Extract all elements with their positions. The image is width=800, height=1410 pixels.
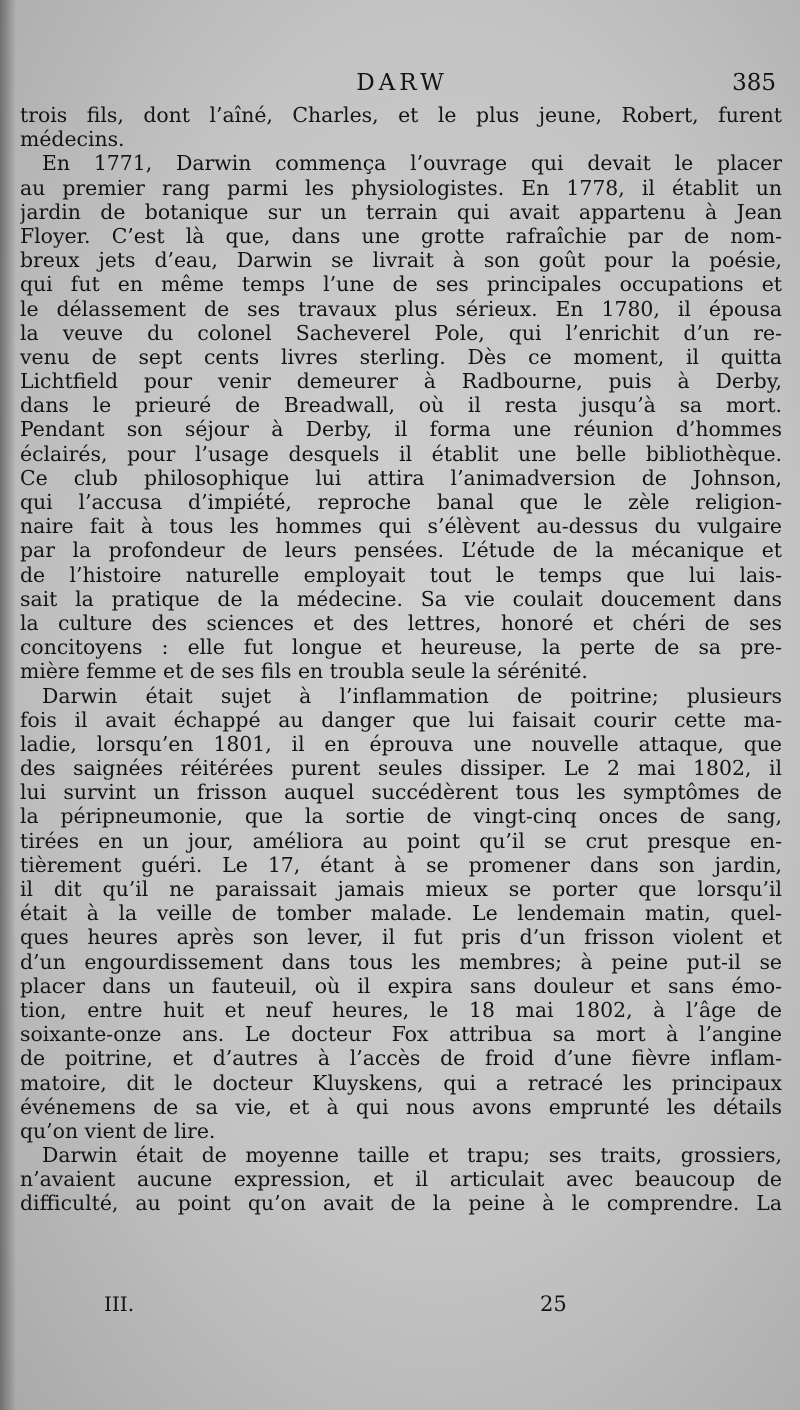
text-line: concitoyens : elle fut longue et heureuse, la perte de sa pre- <box>20 635 782 660</box>
text-line: breux jets d’eau, Darwin se livrait à son goût pour la poésie, <box>20 248 782 273</box>
text-line: Ce club philosophique lui attira l’animadversion de Johnson, <box>20 465 782 490</box>
binding-shadow <box>0 0 16 1410</box>
text-line: d’un engourdissement dans tous les membres; à peine put-il se <box>20 949 782 974</box>
text-line: venu de sept cents livres sterling. Dès ce moment, il quitta <box>20 344 782 369</box>
text-line: Darwin était de moyenne taille et trapu; ses traits, grossiers, <box>42 1143 782 1168</box>
signature-mark: 25 <box>540 1292 567 1316</box>
text-line: tièrement guéri. Le 17, étant à se promener dans son jardin, <box>20 852 782 877</box>
text-line: tirées en un jour, améliora au point qu’il se crut presque en- <box>20 828 782 853</box>
text-line: qui l’accusa d’impiété, reproche banal que le zèle religion- <box>20 490 782 514</box>
text-line: difficulté, au point qu’on avait de la peine à le comprendre. La <box>20 1191 782 1216</box>
text-line: n’avaient aucune expression, et il articulait avec beaucoup de <box>20 1167 782 1192</box>
text-line: En 1771, Darwin commença l’ouvrage qui devait le placer <box>42 151 782 176</box>
text-line: ladie, lorsqu’en 1801, il en éprouva une nouvelle attaque, que <box>20 731 782 756</box>
text-line: sait la pratique de la médecine. Sa vie coulait doucement dans <box>20 586 782 611</box>
text-line: par la profondeur de leurs pensées. L’étude de la mécanique et <box>20 538 782 563</box>
text-line: ques heures après son lever, il fut pris d’un frisson violent et <box>20 925 782 950</box>
text-line: il dit qu’il ne paraissait jamais mieux se porter que lorsqu’il <box>20 877 782 901</box>
text-line: tion, entre huit et neuf heures, le 18 mai 1802, à l’âge de <box>20 997 782 1022</box>
text-line: événemens de sa vie, et à qui nous avons emprunté les détails <box>20 1094 782 1119</box>
text-line: placer dans un fauteuil, où il expira sans douleur et sans émo- <box>20 973 782 998</box>
text-line: Pendant son séjour à Derby, il forma une réunion d’hommes <box>20 417 782 442</box>
text-line: soixante-onze ans. Le docteur Fox attribua sa mort à l’angine <box>20 1022 782 1047</box>
text-line: Lichtfield pour venir demeurer à Radbourne, puis à Derby, <box>20 369 782 394</box>
text-line: qui fut en même temps l’une de ses principales occupations et <box>20 272 782 297</box>
page-number: 385 <box>732 70 776 96</box>
text-line: la veuve du colonel Sacheverel Pole, qui l’enrichit d’un re- <box>20 320 782 345</box>
text-line: jardin de botanique sur un terrain qui avait appartenu à Jean <box>20 199 782 224</box>
text-line: mière femme et de ses fils en troubla seule la sérénité. <box>20 659 588 684</box>
page-footer <box>22 1292 782 1322</box>
text-line: le délassement de ses travaux plus sérieux. En 1780, il épousa <box>20 296 782 321</box>
text-line: fois il avait échappé au danger que lui faisait courir cette ma- <box>20 707 782 732</box>
text-line: lui survint un frisson auquel succédèrent tous les symptômes de <box>20 780 782 805</box>
text-line: médecins. <box>20 127 125 152</box>
text-line: trois fils, dont l’aîné, Charles, et le plus jeune, Robert, furent <box>20 103 782 127</box>
text-line: matoire, dit le docteur Kluyskens, qui a retracé les principaux <box>20 1070 782 1095</box>
text-line: au premier rang parmi les physiologistes. En 1778, il établit un <box>20 175 782 200</box>
text-line: de poitrine, et d’autres à l’accès de froid d’une fièvre inflam- <box>20 1046 782 1071</box>
volume-number: III. <box>104 1292 135 1316</box>
text-line: Floyer. C’est là que, dans une grotte rafraîchie par de nom- <box>20 223 782 248</box>
body-text <box>20 103 782 1216</box>
text-line: naire fait à tous les hommes qui s’élèvent au-dessus du vulgaire <box>20 514 782 539</box>
running-head <box>22 70 782 102</box>
text-line: qu’on vient de lire. <box>20 1118 216 1143</box>
text-line: de l’histoire naturelle employait tout le temps que lui lais- <box>20 562 782 587</box>
text-line: dans le prieuré de Breadwall, où il resta jusqu’à sa mort. <box>20 393 782 418</box>
text-line: la culture des sciences et des lettres, honoré et chéri de ses <box>20 610 782 635</box>
running-title: DARW <box>356 70 448 96</box>
text-line: éclairés, pour l’usage desquels il établit une belle bibliothèque. <box>20 441 782 466</box>
text-line: la péripneumonie, que la sortie de vingt-cinq onces de sang, <box>20 804 782 829</box>
text-line: des saignées réitérées purent seules dissiper. Le 2 mai 1802, il <box>20 756 782 781</box>
text-line: était à la veille de tomber malade. Le lendemain matin, quel- <box>20 901 782 926</box>
text-line: Darwin était sujet à l’inflammation de poitrine; plusieurs <box>42 683 782 708</box>
